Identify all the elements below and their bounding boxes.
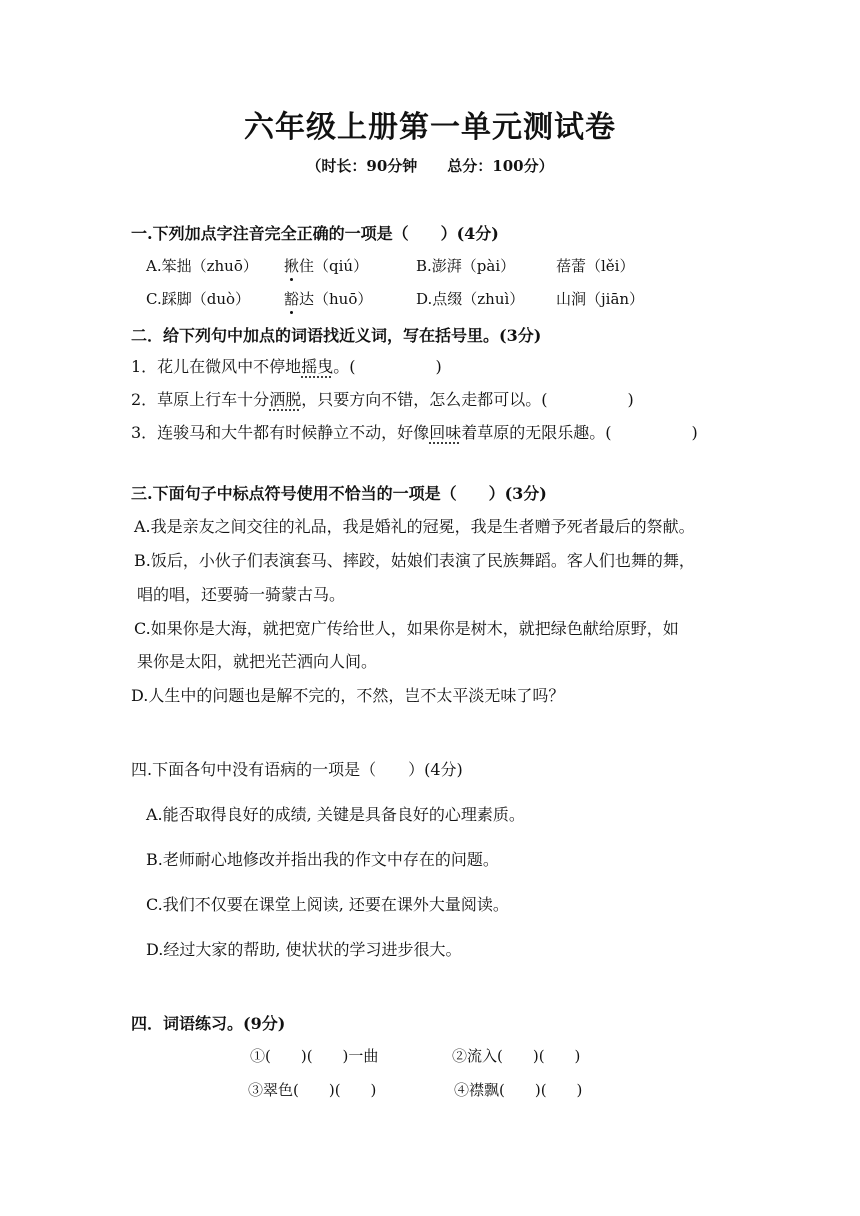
q4-option-c: C.我们不仅要在课堂上阅读, 还要在课外大量阅读。	[146, 895, 509, 914]
q3-option-c-line-1: C.如果你是大海，就把宽广传给世人，如果你是树木，就把绿色献给原野，如	[134, 619, 679, 638]
question-5-heading: 四．词语练习。(9分)	[131, 1014, 286, 1033]
q3-option-b-line-1: B.饭后，小伙子们表演套马、摔跤，姑娘们表演了民族舞蹈。客人们也舞的舞，	[134, 551, 695, 570]
q2-item-1: 1．花儿在微风中不停地摇曳。( )	[131, 357, 442, 376]
q1-option-d-word-2: 山涧（jiān）	[556, 290, 645, 308]
question-3-heading: 三.下面句子中标点符号使用不恰当的一项是（ ）(3分)	[131, 484, 547, 503]
q1-option-c-word-2: 豁达（huō）	[284, 290, 373, 308]
q3-option-c-line-2: 果你是太阳，就把光芒洒向人间。	[137, 652, 378, 671]
q1-option-b-word-1: B.澎湃（pài）	[416, 257, 516, 275]
q1-option-a-word-2: 揪住（qiú）	[284, 257, 369, 275]
question-4-heading: 四.下面各句中没有语病的一项是（ ）(4分)	[131, 760, 463, 779]
q5-cell-4: ④襟飘( )( )	[454, 1081, 583, 1099]
q3-option-b-line-2: 唱的唱，还要骑一骑蒙古马。	[137, 585, 346, 604]
q2-item-3: 3．连骏马和大牛都有时候静立不动，好像回味着草原的无限乐趣。( )	[131, 423, 698, 442]
q5-cell-1: ①( )( )一曲	[250, 1047, 379, 1065]
q1-option-b-word-2: 蓓蕾（lěi）	[556, 257, 635, 275]
exam-subtitle: （时长：90分钟 总分：100分）	[306, 157, 554, 175]
question-2-heading: 二．给下列句中加点的词语找近义词，写在括号里。(3分)	[131, 326, 542, 345]
q5-cell-2: ②流入( )( )	[452, 1047, 581, 1065]
q3-option-d: D.人生中的问题也是解不完的，不然，岂不太平淡无味了吗？	[131, 686, 565, 705]
question-1-heading: 一.下列加点字注音完全正确的一项是（ ）(4分)	[131, 224, 499, 243]
exam-title: 六年级上册第一单元测试卷	[244, 110, 616, 145]
q4-option-d: D.经过大家的帮助, 使状状的学习进步很大。	[146, 940, 462, 959]
q1-option-c-word-1: C.踩脚（duò）	[146, 290, 251, 308]
q1-option-d-word-1: D.点缀（zhuì）	[416, 290, 525, 308]
q4-option-a: A.能否取得良好的成绩, 关键是具备良好的心理素质。	[146, 805, 525, 824]
q2-item-2: 2．草原上行车十分洒脱，只要方向不错，怎么走都可以。( )	[131, 390, 634, 409]
q3-option-a: A.我是亲友之间交往的礼品，我是婚礼的冠冕，我是生者赠予死者最后的祭献。	[134, 517, 695, 536]
q1-option-a-word-1: A.笨拙（zhuō）	[146, 257, 258, 275]
q5-cell-3: ③翠色( )( )	[248, 1081, 377, 1099]
q4-option-b: B.老师耐心地修改并指出我的作文中存在的问题。	[146, 850, 499, 869]
